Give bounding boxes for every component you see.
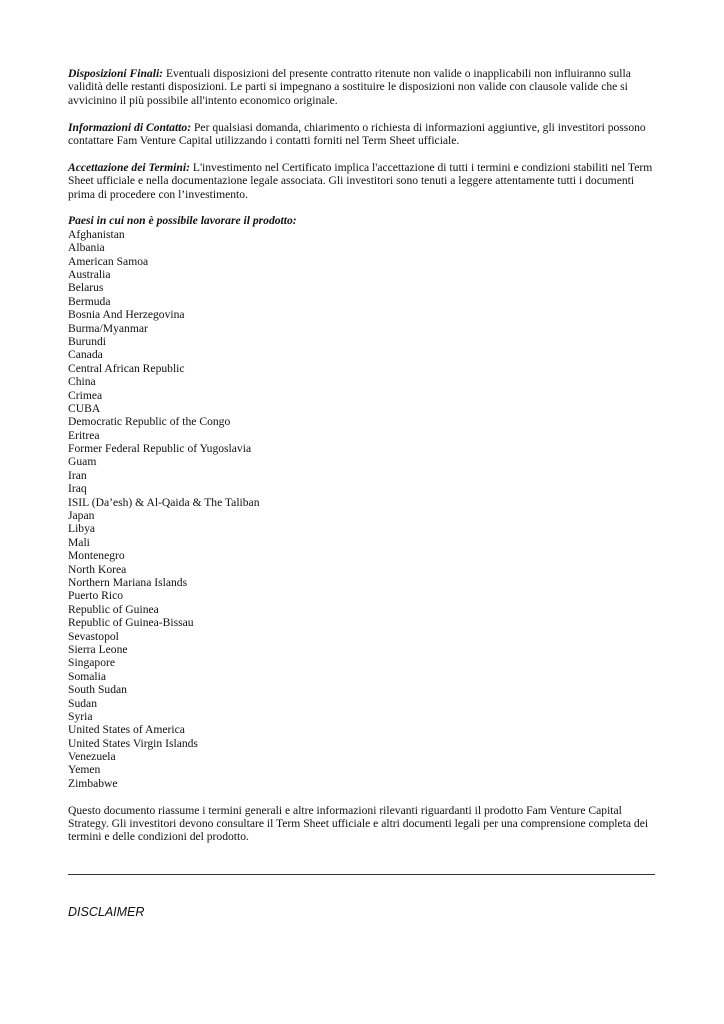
country-item: ISIL (Da’esh) & Al-Qaida & The Taliban — [68, 495, 260, 509]
country-item: South Sudan — [68, 683, 127, 697]
section-label: Disposizioni Finali: — [68, 67, 164, 80]
country-item: Bermuda — [68, 294, 111, 308]
country-item: Northern Mariana Islands — [68, 575, 188, 589]
summary-paragraph: Questo documento riassume i termini generali e altre informazioni rilevanti riguardanti il prodotto Fam Venture Capital Strategy. Gli investitori devono consultare il Term Sheet ufficiale e altri documenti legali per una comprensione completa dei termini e delle condizioni del prodotto. — [68, 803, 649, 844]
section-label: Informazioni di Contatto: — [68, 120, 192, 134]
country-item: Iran — [68, 468, 87, 482]
country-item: Somalia — [68, 669, 106, 683]
restricted-countries-list — [68, 228, 658, 790]
section-contact-info — [68, 121, 658, 148]
country-item: Crimea — [68, 388, 103, 402]
country-item: China — [68, 375, 96, 389]
country-item: Sevastopol — [68, 629, 119, 643]
country-item: Singapore — [68, 656, 116, 670]
country-item: Iraq — [68, 482, 87, 496]
country-item: Guam — [68, 455, 97, 469]
country-item: Yemen — [68, 763, 101, 777]
country-item: Australia — [68, 268, 111, 281]
section-acceptance-terms — [68, 161, 658, 201]
restricted-countries-heading: Paesi in cui non è possibile lavorare il prodotto: — [68, 214, 297, 228]
country-item: Republic of Guinea — [68, 602, 159, 616]
country-item: Belarus — [68, 281, 104, 295]
country-item: Japan — [68, 509, 95, 523]
country-item: Central African Republic — [68, 361, 185, 375]
country-item: United States Virgin Islands — [68, 736, 198, 750]
country-item: Democratic Republic of the Congo — [68, 415, 231, 429]
country-item: Montenegro — [68, 549, 125, 563]
country-item: Burundi — [68, 334, 107, 348]
country-item: Eritrea — [68, 428, 100, 442]
section-text: Per qualsiasi domanda, chiarimento o richiesta di informazioni aggiuntive, gli investitori possono contattare Fam Venture Capital utilizzando i contatti forniti nel Term Sheet ufficiale. — [68, 120, 646, 148]
country-item: Libya — [68, 522, 96, 536]
section-text: Eventuali disposizioni del presente contratto ritenute non valide o inapplicabili non influiranno sulla validità delle restanti disposizioni. Le parti si impegnano a sostituire le disposizioni non valide con clausole valide che si avvicinino il più possibile all'intento economico originale. — [68, 67, 631, 107]
country-item: CUBA — [68, 401, 101, 415]
country-item: North Korea — [68, 562, 127, 576]
section-label: Accettazione dei Termini: — [68, 160, 190, 174]
country-item: Burma/Myanmar — [68, 321, 148, 335]
country-item: Republic of Guinea-Bissau — [68, 616, 194, 630]
country-item: Puerto Rico — [68, 589, 124, 603]
horizontal-divider — [68, 874, 655, 875]
country-item: Albania — [68, 241, 105, 255]
country-item: Sudan — [68, 696, 97, 710]
document-body — [68, 67, 658, 857]
country-item: Canada — [68, 348, 103, 362]
country-item: Afghanistan — [68, 227, 125, 241]
country-item: Venezuela — [68, 750, 116, 764]
country-item: Sierra Leone — [68, 642, 128, 656]
section-final-provisions — [68, 67, 658, 107]
country-item: American Samoa — [68, 254, 149, 268]
country-item: Zimbabwe — [68, 776, 118, 790]
disclaimer-heading: DISCLAIMER — [68, 905, 145, 919]
country-item: United States of America — [68, 723, 185, 737]
country-item: Syria — [68, 709, 93, 723]
section-text: L'investimento nel Certificato implica l'accettazione di tutti i termini e condizioni stabiliti nel Term Sheet ufficiale e nella documentazione legale associata. Gli investitori sono tenuti a leggere attentamente tutti i documenti prima di procedere con l’investimento. — [68, 160, 653, 201]
country-item: Former Federal Republic of Yugoslavia — [68, 442, 252, 456]
country-item: Bosnia And Herzegovina — [68, 308, 185, 322]
country-item: Mali — [68, 535, 90, 549]
